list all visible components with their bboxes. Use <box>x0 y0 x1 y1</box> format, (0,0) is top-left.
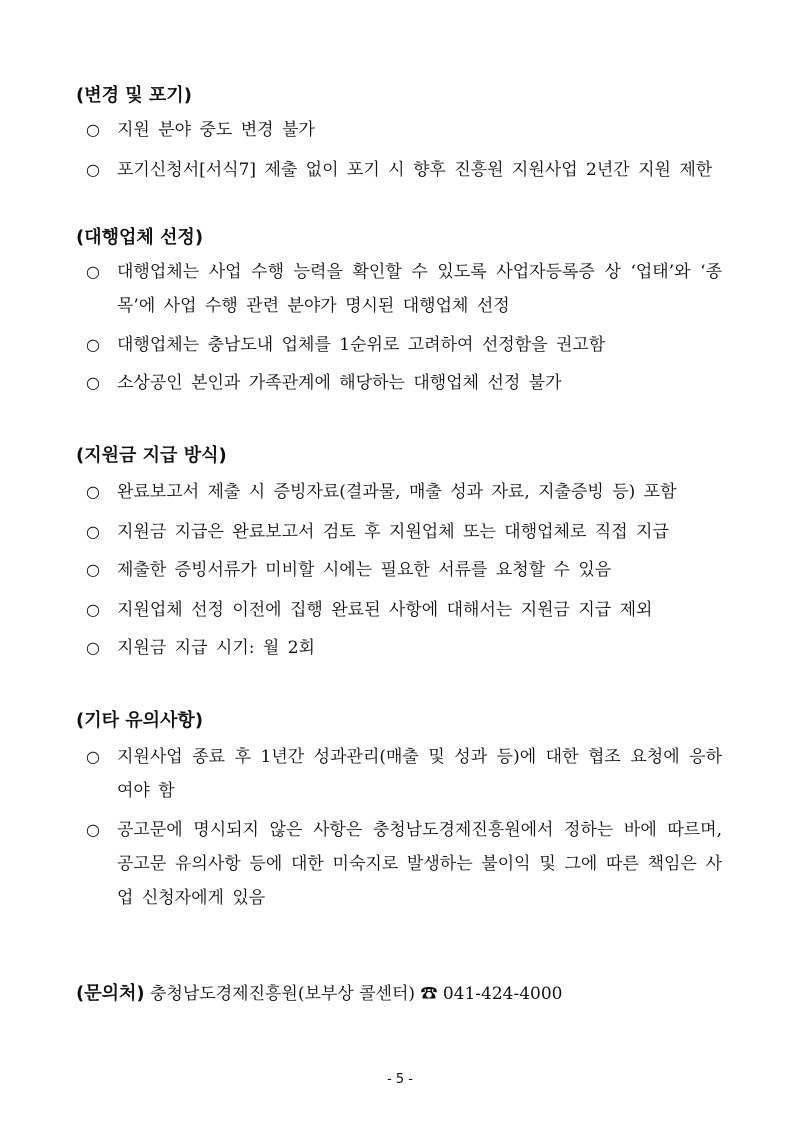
heading-agency-selection: (대행업체 선정) <box>76 227 204 248</box>
list-item: ○ 지원금 지급은 완료보고서 검토 후 지원업체 또는 대행업체로 직접 지급 <box>86 515 722 549</box>
contact-info <box>76 982 563 1006</box>
bullet-icon: ○ <box>86 160 100 179</box>
list-item: ○ 지원업체 선정 이전에 집행 완료된 사항에 대해서는 지원금 지급 제외 <box>86 593 722 627</box>
bullet-icon: ○ <box>86 522 100 541</box>
bullet-icon: ○ <box>86 482 100 501</box>
list-item: ○ 지원금 지급 시기: 월 2회 <box>86 631 722 665</box>
bullet-icon: ○ <box>86 335 100 354</box>
bullet-icon: ○ <box>86 638 100 657</box>
list-item: ○ 지원사업 종료 후 1년간 성과관리(매출 및 성과 등)에 대한 협조 요청에 응하여야 함 <box>86 740 722 808</box>
bullet-icon: ○ <box>86 560 100 579</box>
phone-icon: ☎ <box>420 984 438 1004</box>
contact-org: 충청남도경제진흥원(보부상 콜센터) <box>150 984 416 1004</box>
heading-other-notes: (기타 유의사항) <box>76 710 204 731</box>
bullet-icon: ○ <box>86 373 100 392</box>
list-item: ○ 지원 분야 중도 변경 불가 <box>86 113 722 147</box>
heading-change-abandon: (변경 및 포기) <box>76 85 192 106</box>
bullet-icon: ○ <box>86 747 100 766</box>
heading-payment-method: (지원금 지급 방식) <box>76 445 227 466</box>
list-item: ○ 제출한 증빙서류가 미비할 시에는 필요한 서류를 요청할 수 있음 <box>86 553 722 587</box>
list-item: ○ 대행업체는 사업 수행 능력을 확인할 수 있도록 사업자등록증 상 ‘업태’와 ‘종목’에 사업 수행 관련 분야가 명시된 대행업체 선정 <box>86 255 722 323</box>
bullet-icon: ○ <box>86 820 100 839</box>
contact-label: (문의처) <box>76 983 145 1004</box>
contact-phone: 041-424-4000 <box>442 984 563 1004</box>
list-item: ○ 대행업체는 충남도내 업체를 1순위로 고려하여 선정함을 권고함 <box>86 328 722 362</box>
list-item: ○ 완료보고서 제출 시 증빙자료(결과물, 매출 성과 자료, 지출증빙 등) 포함 <box>86 475 722 509</box>
page-number: - 5 - <box>387 1072 413 1087</box>
list-item: ○ 공고문에 명시되지 않은 사항은 충청남도경제진흥원에서 정하는 바에 따르며, 공고문 유의사항 등에 대한 미숙지로 발생하는 불이익 및 그에 따른 책임은 사업 신청자에게 있음 <box>86 813 722 915</box>
bullet-icon: ○ <box>86 262 100 281</box>
list-item: ○ 포기신청서[서식7] 제출 없이 포기 시 향후 진흥원 지원사업 2년간 지원 제한 <box>86 153 722 187</box>
list-item: ○ 소상공인 본인과 가족관계에 해당하는 대행업체 선정 불가 <box>86 366 722 400</box>
bullet-icon: ○ <box>86 120 100 139</box>
bullet-icon: ○ <box>86 600 100 619</box>
